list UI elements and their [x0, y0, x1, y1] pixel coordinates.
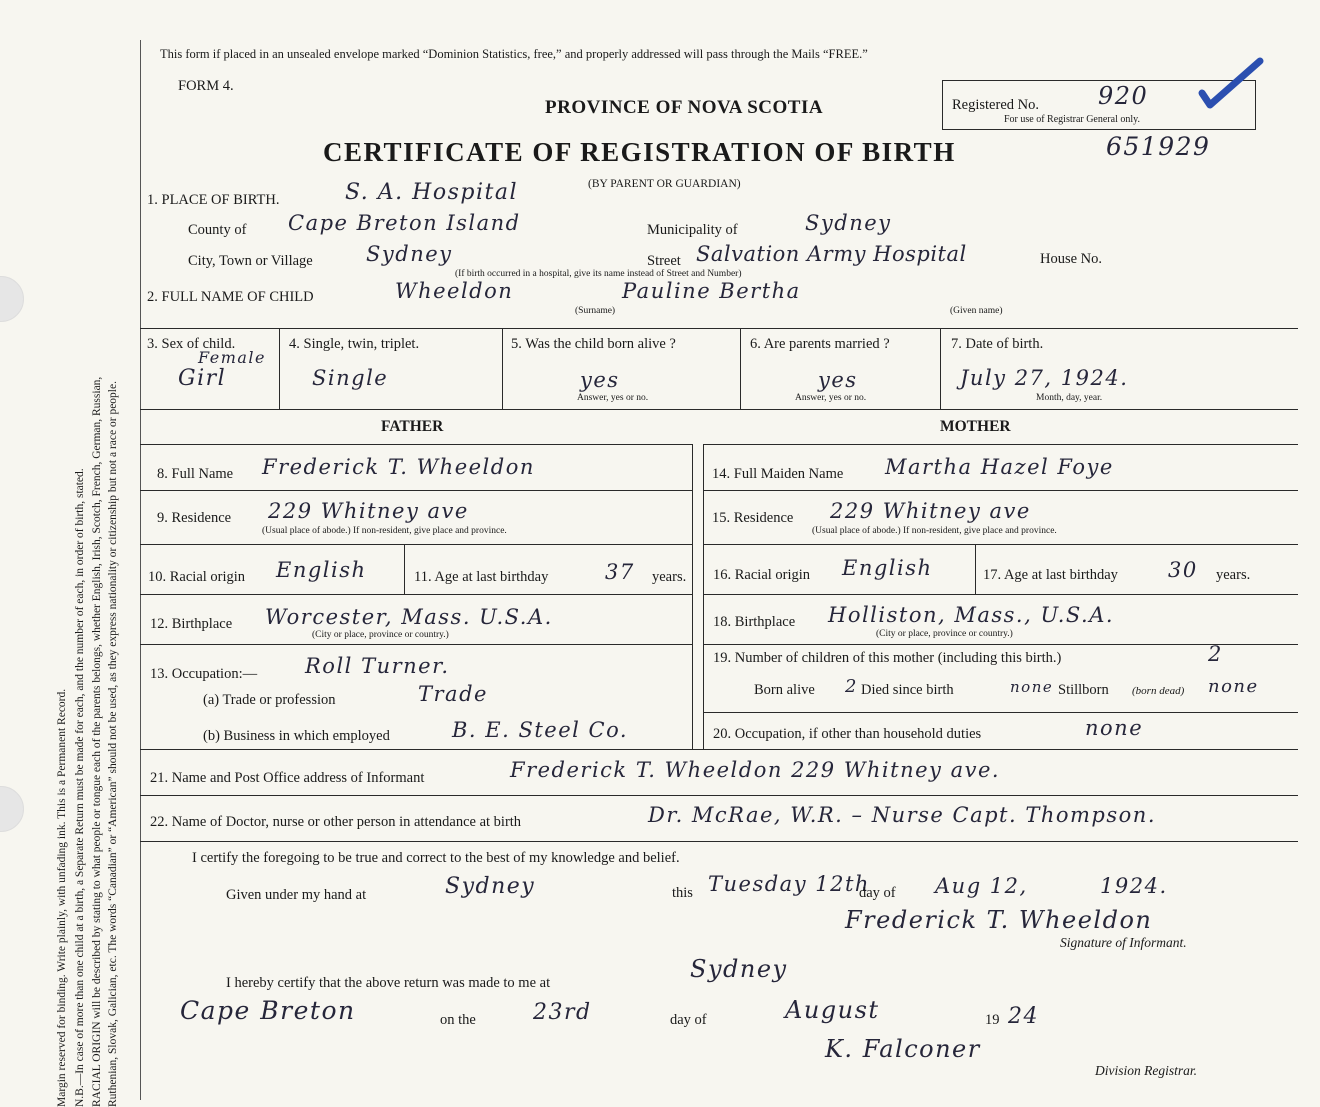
born-alive-count-label: Born alive: [754, 682, 815, 698]
registrar-signature-label: Division Registrar.: [1095, 1063, 1198, 1078]
place-of-birth-value: S. A. Hospital: [345, 180, 518, 205]
mother-occupation-value: none: [1085, 716, 1144, 740]
died-since-birth-value: none: [1010, 678, 1054, 696]
father-business-label: (b) Business in which employed: [203, 728, 390, 744]
died-since-birth-label: Died since birth: [861, 682, 954, 698]
born-alive-label: 5. Was the child born alive ?: [511, 336, 676, 352]
mother-residence-value: 229 Whitney ave: [830, 499, 1031, 523]
hospital-note: (If birth occurred in a hospital, give its name instead of Street and Number): [455, 269, 742, 279]
registrar-year-value: 24: [1008, 1004, 1039, 1029]
street-value: Salvation Army Hospital: [696, 242, 967, 266]
informant-label: 21. Name and Post Office address of Informant: [150, 770, 425, 786]
child-surname: Wheeldon: [395, 279, 514, 303]
mother-age-label: 17. Age at last birthday: [983, 567, 1118, 583]
father-rule-4: [140, 594, 692, 595]
father-business-value: B. E. Steel Co.: [452, 718, 629, 742]
informant-rule: [140, 795, 1298, 796]
municipality-value: Sydney: [805, 211, 892, 235]
mother-heading: MOTHER: [940, 418, 1011, 435]
mother-age-value: 30: [1168, 558, 1198, 582]
father-rule-2: [140, 490, 692, 491]
margin-note-3: RACIAL ORIGIN will be described by stating to what people or tongue each of the parents belongs, whether English, Irish, Scotch, French, German, Russian,: [91, 376, 103, 1107]
file-number: 651929: [1106, 132, 1211, 161]
parents-married-note: Answer, yes or no.: [795, 393, 867, 403]
registrar-signature: K. Falconer: [825, 1035, 981, 1063]
col-rule-4: [502, 328, 503, 409]
mother-residence-note: (Usual place of abode.) If non-resident, give place and province.: [812, 526, 1057, 536]
father-rule-3: [140, 544, 692, 545]
certify-day-of-label: day of: [859, 885, 896, 901]
col-rule-3: [279, 328, 280, 409]
sex-value: Girl: [178, 366, 227, 391]
mother-rule-2: [703, 490, 1298, 491]
mother-race-value: English: [842, 556, 933, 580]
parents-married-value: yes: [818, 368, 858, 392]
house-number-label: House No.: [1040, 251, 1103, 267]
given-place-value: Sydney: [445, 874, 536, 899]
father-residence-label: 9. Residence: [157, 510, 232, 526]
father-rule-1: [140, 444, 692, 445]
child-given-name: Pauline Bertha: [622, 279, 801, 303]
margin-rule: [140, 40, 141, 1100]
place-of-birth-label: 1. PLACE OF BIRTH.: [147, 192, 280, 208]
father-trade-label: (a) Trade or profession: [203, 692, 336, 708]
on-the-label: on the: [440, 1012, 476, 1028]
margin-note-4: Ruthenian, Slovak, Galician, etc. The words “Canadian” or “American” should not be used, as they express nationality or citizenship but not a race or people.: [107, 381, 119, 1107]
father-age-label: 11. Age at last birthday: [414, 569, 549, 585]
father-birthplace-value: Worcester, Mass. U.S.A.: [265, 605, 553, 629]
date-of-birth-value: July 27, 1924.: [960, 366, 1129, 390]
mother-years-label: years.: [1216, 567, 1251, 583]
column-divider-left: [692, 444, 693, 749]
this-day-value: Tuesday 12th: [708, 872, 870, 896]
father-occupation-label: 13. Occupation:—: [150, 666, 258, 682]
city-label: City, Town or Village: [188, 253, 313, 269]
mother-birthplace-value: Holliston, Mass., U.S.A.: [828, 603, 1115, 627]
father-race-label: 10. Racial origin: [148, 569, 246, 585]
margin-note-1: Margin reserved for binding. Write plainly, with unfading ink. This is a Permanent Record.: [56, 688, 68, 1107]
registrar-day-value: 23rd: [533, 1000, 592, 1025]
attendant-label: 22. Name of Doctor, nurse or other person in attendance at birth: [150, 814, 522, 830]
mother-children-label: 19. Number of children of this mother (including this birth.): [713, 650, 1062, 666]
father-years-label: years.: [652, 569, 687, 585]
registrar-note: For use of Registrar General only.: [1004, 114, 1140, 125]
city-value: Sydney: [366, 242, 453, 266]
binding-margin-notes: [18, 0, 128, 1107]
father-age-value: 37: [605, 560, 635, 584]
mother-name-value: Martha Hazel Foye: [885, 455, 1114, 479]
subtitle: (BY PARENT OR GUARDIAN): [588, 178, 741, 190]
county-value: Cape Breton Island: [288, 211, 521, 235]
registered-label: Registered No.: [952, 97, 1039, 113]
registered-value: 920: [1098, 82, 1149, 110]
registrar-county-value: Cape Breton: [180, 996, 356, 1025]
born-alive-note: Answer, yes or no.: [577, 393, 649, 403]
mother-occupation-label: 20. Occupation, if other than household duties: [713, 726, 982, 742]
registrar-year-prefix: 19: [985, 1012, 1000, 1028]
mother-rule-3: [703, 544, 1298, 545]
margin-note-2: N.B.—In case of more than one child at a birth, a Separate Return must be made for each, and the number of each, in order of birth, stated.: [74, 468, 86, 1107]
father-race-age-divider: [404, 544, 405, 594]
registrar-month-value: August: [785, 996, 880, 1024]
given-under-hand-label: Given under my hand at: [226, 887, 367, 903]
certify-year-value: 1924.: [1100, 874, 1168, 898]
stillborn-note: (born dead): [1132, 685, 1185, 697]
attendant-value: Dr. McRae, W.R. – Nurse Capt. Thompson.: [648, 803, 1156, 827]
father-birthplace-note: (City or place, province or country.): [312, 630, 449, 640]
registrar-certify-text: I hereby certify that the above return was made to me at: [226, 975, 551, 991]
father-race-value: English: [276, 558, 367, 582]
check-mark-icon: [1196, 55, 1266, 111]
given-name-note: (Given name): [950, 306, 1003, 316]
mother-rule-6: [703, 712, 1298, 713]
municipality-label: Municipality of: [647, 222, 738, 238]
mother-birthplace-note: (City or place, province or country.): [876, 629, 1013, 639]
father-name-value: Frederick T. Wheeldon: [262, 455, 535, 479]
father-residence-note: (Usual place of abode.) If non-resident, give place and province.: [262, 526, 507, 536]
born-alive-count-value: 2: [845, 676, 858, 697]
father-name-label: 8. Full Name: [157, 466, 234, 482]
this-label: this: [672, 885, 693, 901]
mother-rule-4: [703, 594, 1298, 595]
mother-name-label: 14. Full Maiden Name: [712, 466, 844, 482]
row-rule-bottom: [140, 409, 1298, 410]
stillborn-value: none: [1208, 676, 1259, 697]
informant-value: Frederick T. Wheeldon 229 Whitney ave.: [510, 758, 1001, 782]
county-label: County of: [188, 222, 247, 238]
child-name-label: 2. FULL NAME OF CHILD: [147, 289, 314, 305]
parents-rule-bottom: [140, 749, 1298, 750]
page-title: CERTIFICATE OF REGISTRATION OF BIRTH: [323, 137, 956, 167]
informant-signature: Frederick T. Wheeldon: [845, 906, 1153, 934]
certify-text: I certify the foregoing to be true and correct to the best of my knowledge and belief.: [192, 850, 680, 866]
registrar-place-value: Sydney: [690, 955, 788, 983]
col-rule-5: [740, 328, 741, 409]
mother-race-age-divider: [975, 544, 976, 594]
plurality-label: 4. Single, twin, triplet.: [289, 336, 420, 352]
mother-birthplace-label: 18. Birthplace: [713, 614, 796, 630]
born-alive-value: yes: [580, 368, 620, 392]
mother-rule-1: [703, 444, 1298, 445]
province-heading: PROVINCE OF NOVA SCOTIA: [545, 97, 824, 118]
sex-label: 3. Sex of child.: [147, 336, 236, 352]
certify-month-value: Aug 12,: [935, 874, 1028, 898]
father-rule-5: [140, 644, 692, 645]
date-of-birth-note: Month, day, year.: [1036, 393, 1103, 403]
stillborn-label: Stillborn: [1058, 682, 1109, 698]
father-birthplace-label: 12. Birthplace: [150, 616, 233, 632]
registrar-day-of-label: day of: [670, 1012, 707, 1028]
father-heading: FATHER: [381, 418, 444, 435]
surname-note: (Surname): [575, 306, 616, 316]
informant-signature-label: Signature of Informant.: [1060, 935, 1187, 950]
mother-residence-label: 15. Residence: [712, 510, 794, 526]
father-trade-value: Trade: [418, 682, 488, 706]
mother-children-value: 2: [1208, 642, 1223, 666]
plurality-value: Single: [312, 366, 389, 390]
row-rule-top: [140, 328, 1298, 329]
father-occupation-value: Roll Turner.: [305, 654, 450, 678]
date-of-birth-label: 7. Date of birth.: [951, 336, 1044, 352]
mother-race-label: 16. Racial origin: [713, 567, 811, 583]
col-rule-6: [940, 328, 941, 409]
father-residence-value: 229 Whitney ave: [268, 499, 469, 523]
form-number: FORM 4.: [178, 78, 234, 94]
attendant-rule: [140, 841, 1298, 842]
sex-struck-value: Female: [198, 348, 266, 367]
mailing-notice: This form if placed in an unsealed envelope marked “Dominion Statistics, free,” and properly addressed will pass through the Mails “FREE.”: [160, 47, 868, 61]
street-label: Street: [647, 253, 681, 269]
parents-married-label: 6. Are parents married ?: [750, 336, 890, 352]
